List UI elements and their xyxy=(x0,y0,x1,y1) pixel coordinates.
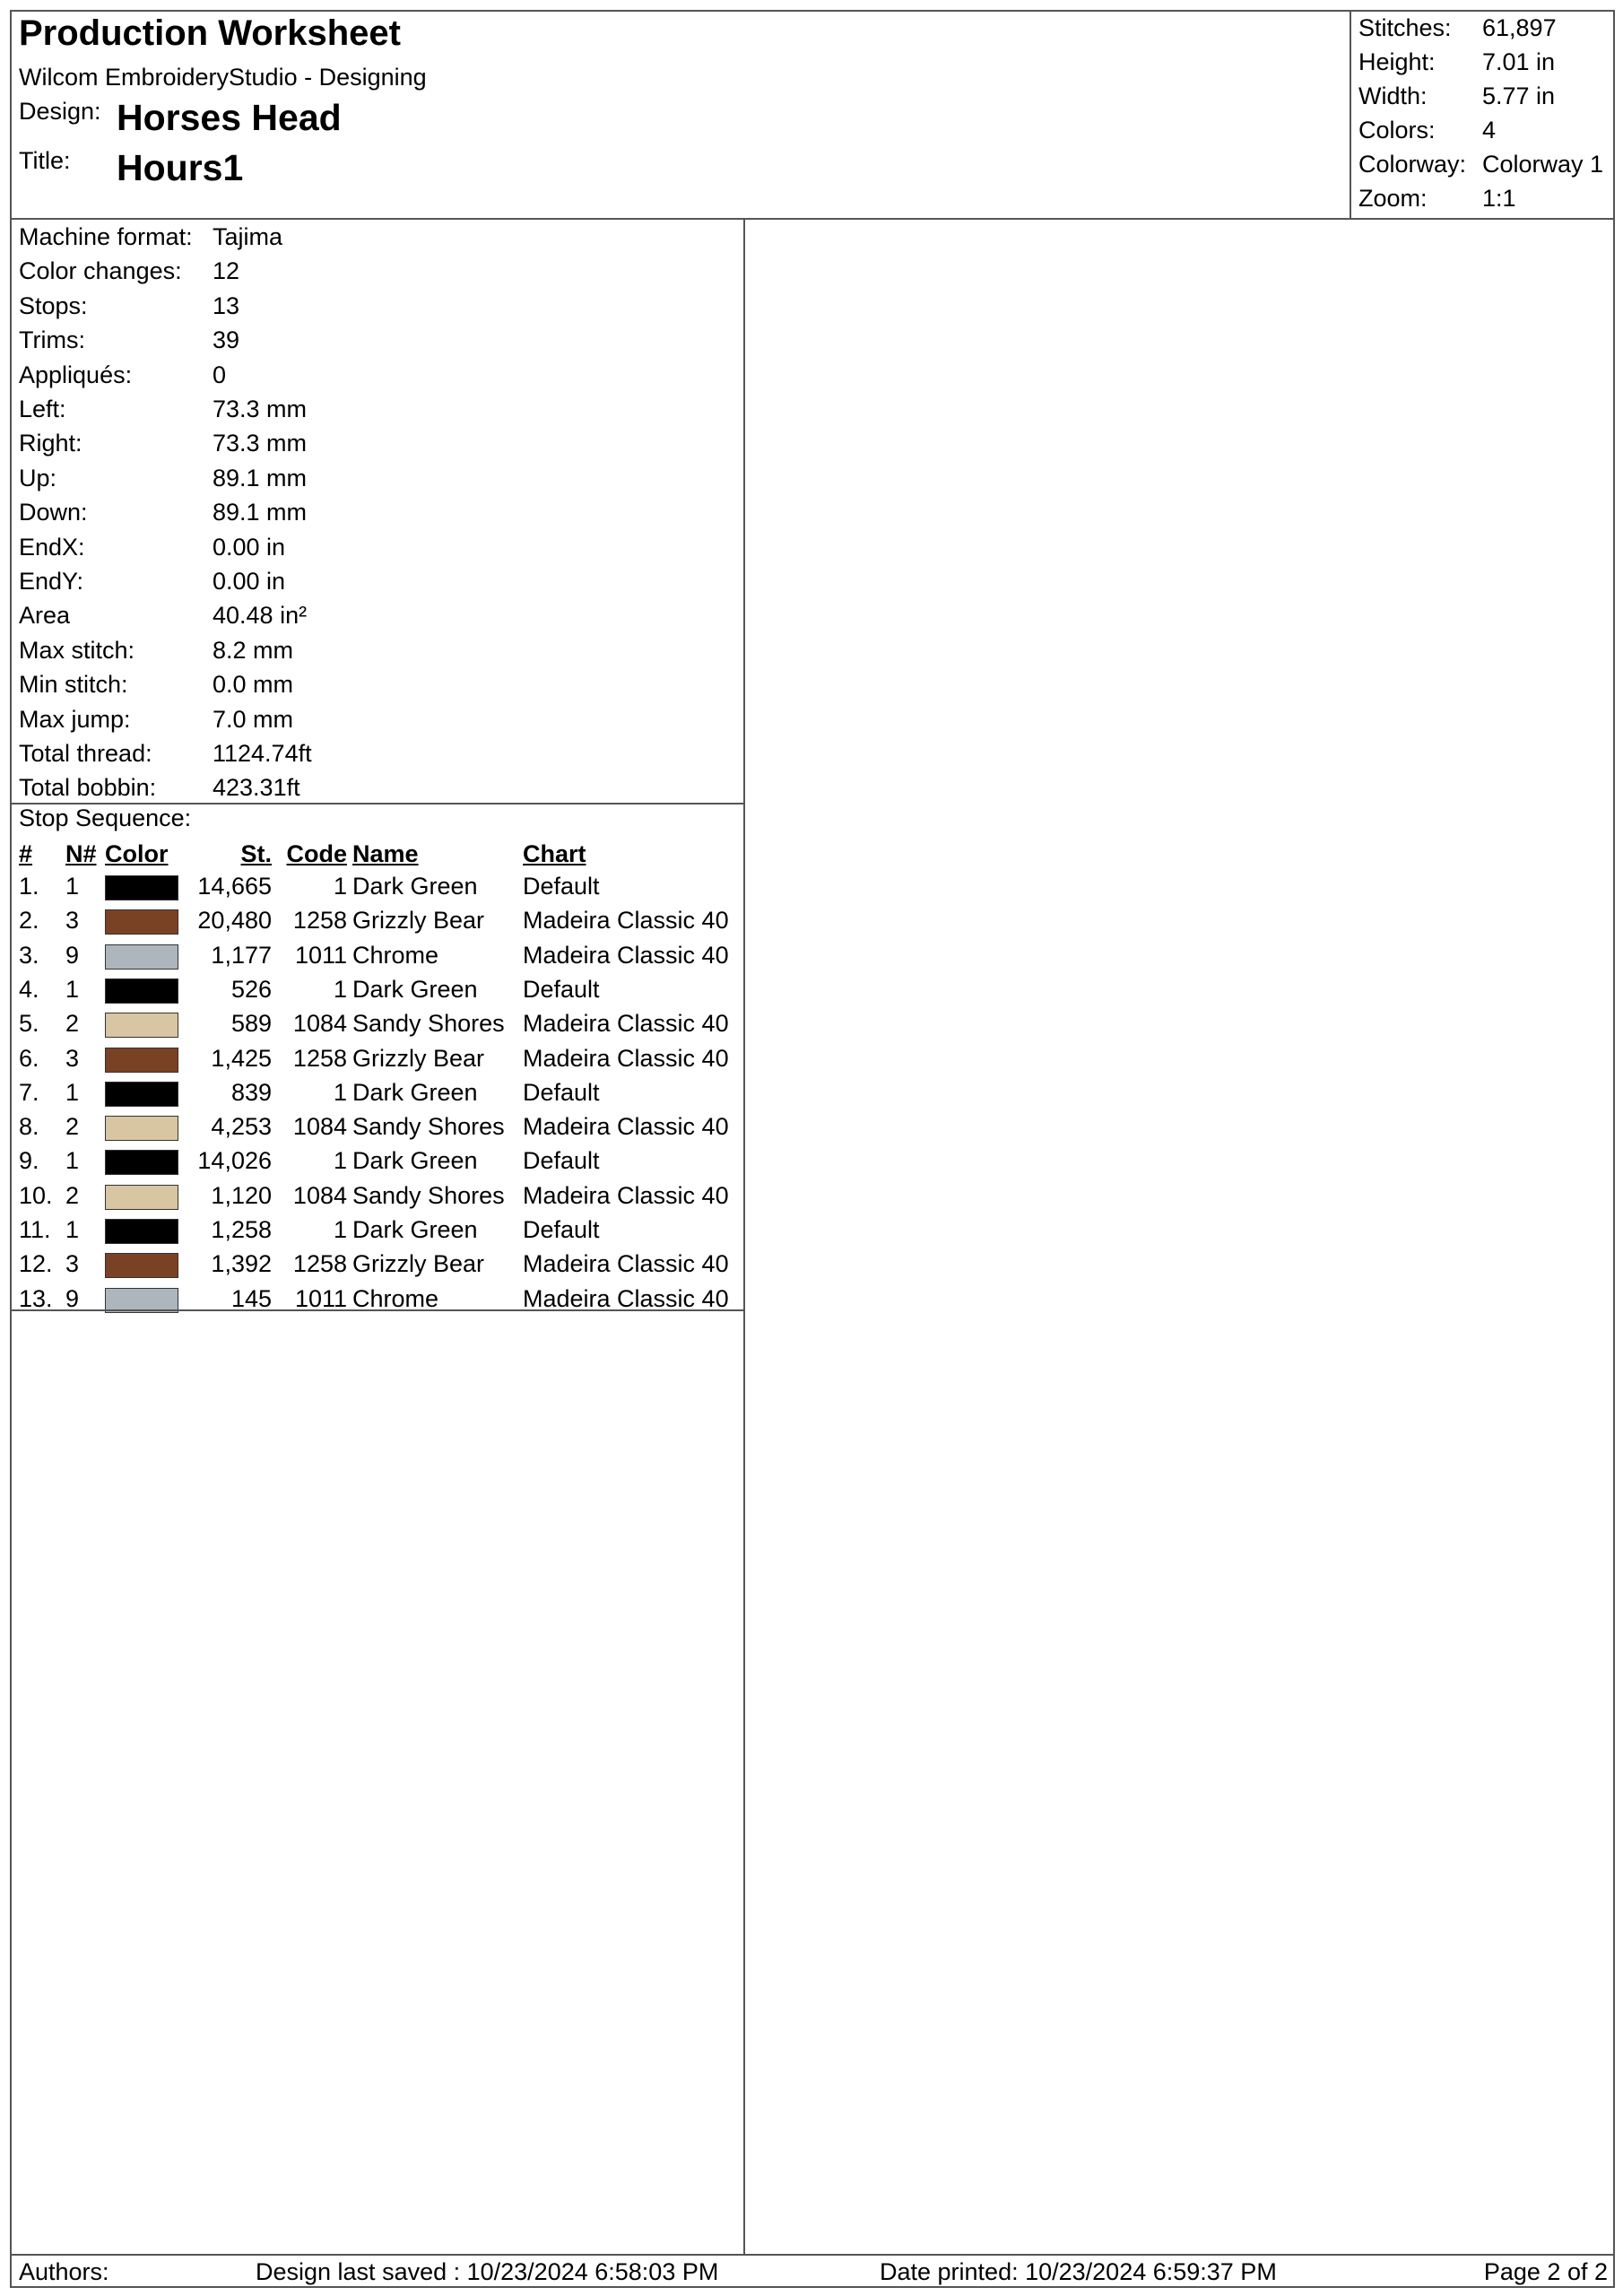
spec-label: EndX: xyxy=(19,533,85,561)
cell-num: 8. xyxy=(19,1113,39,1141)
spec-value: 12 xyxy=(213,257,240,285)
color-swatch xyxy=(105,944,178,970)
cell-stitches: 839 xyxy=(230,1078,272,1106)
cell-num: 3. xyxy=(19,941,39,969)
table-row xyxy=(12,1247,745,1281)
header-num: # xyxy=(19,840,33,867)
cell-code: 1258 xyxy=(292,907,347,935)
spec-label: EndY: xyxy=(19,568,84,595)
table-row xyxy=(12,903,745,937)
worksheet-footer xyxy=(12,2254,1613,2288)
cell-stitches: 4,253 xyxy=(211,1113,272,1141)
cell-chart: Madeira Classic 40 xyxy=(523,1044,729,1072)
cell-chart: Madeira Classic 40 xyxy=(523,941,729,969)
info-column xyxy=(12,220,745,2254)
summary-label: Width: xyxy=(1358,83,1428,109)
cell-code: 1 xyxy=(333,1216,347,1243)
cell-stitches: 145 xyxy=(230,1284,272,1312)
color-swatch xyxy=(105,978,178,1004)
spec-value: 0 xyxy=(213,361,227,388)
header-chart: Chart xyxy=(523,840,586,867)
cell-needle: 3 xyxy=(65,1250,80,1278)
color-swatch xyxy=(105,1185,178,1210)
spec-value: 7.0 mm xyxy=(213,705,294,733)
cell-num: 1. xyxy=(19,873,39,900)
spec-label: Trims: xyxy=(19,326,85,354)
cell-name: Dark Green xyxy=(352,1078,478,1106)
cell-name: Chrome xyxy=(352,941,439,969)
spec-label: Stops: xyxy=(19,291,88,319)
table-row xyxy=(12,1213,745,1247)
cell-name: Sandy Shores xyxy=(352,1113,505,1141)
table-row xyxy=(12,1006,745,1040)
cell-chart: Default xyxy=(523,1078,600,1106)
spec-value: 89.1 mm xyxy=(213,499,308,526)
cell-stitches: 1,392 xyxy=(211,1250,272,1278)
cell-stitches: 589 xyxy=(230,1010,272,1038)
cell-stitches: 20,480 xyxy=(197,907,272,935)
cell-code: 1011 xyxy=(294,941,347,969)
color-swatch xyxy=(105,1150,178,1175)
spec-label: Total bobbin: xyxy=(19,774,157,802)
cell-num: 9. xyxy=(19,1147,39,1175)
color-swatch xyxy=(105,909,178,935)
cell-num: 12. xyxy=(19,1250,53,1278)
cell-name: Grizzly Bear xyxy=(352,907,485,935)
cell-chart: Madeira Classic 40 xyxy=(523,1181,729,1209)
cell-num: 11. xyxy=(19,1216,51,1243)
cell-stitches: 526 xyxy=(230,975,272,1003)
cell-needle: 1 xyxy=(65,1078,80,1106)
cell-name: Dark Green xyxy=(352,1216,478,1243)
design-name: Horses Head xyxy=(117,97,342,138)
spec-value: 73.3 mm xyxy=(213,430,308,457)
cell-name: Dark Green xyxy=(352,1147,478,1175)
cell-code: 1011 xyxy=(294,1284,347,1312)
worksheet-body xyxy=(12,220,1613,2254)
color-swatch xyxy=(105,1116,178,1141)
title-value: Hours1 xyxy=(117,147,244,188)
cell-num: 13. xyxy=(19,1284,53,1312)
cell-code: 1084 xyxy=(292,1010,347,1038)
color-swatch xyxy=(105,1219,178,1244)
summary-value: 4 xyxy=(1482,117,1497,144)
cell-needle: 3 xyxy=(65,907,80,935)
cell-name: Grizzly Bear xyxy=(352,1250,485,1278)
cell-code: 1 xyxy=(333,1078,347,1106)
cell-chart: Default xyxy=(523,975,600,1003)
spec-value: 89.1 mm xyxy=(213,464,308,491)
worksheet-header xyxy=(12,12,1613,220)
cell-num: 5. xyxy=(19,1010,39,1038)
cell-needle: 1 xyxy=(65,975,80,1003)
header-code: Code xyxy=(286,840,347,867)
spec-value: 423.31ft xyxy=(213,774,300,802)
cell-stitches: 14,665 xyxy=(197,873,272,900)
spec-label: Color changes: xyxy=(19,257,182,285)
cell-stitches: 1,120 xyxy=(211,1181,272,1209)
cell-chart: Madeira Classic 40 xyxy=(523,907,729,935)
cell-name: Sandy Shores xyxy=(352,1181,505,1209)
cell-chart: Default xyxy=(523,1147,600,1175)
spec-label: Left: xyxy=(19,396,66,422)
cell-code: 1 xyxy=(333,873,347,900)
worksheet-title: Production Worksheet xyxy=(19,13,401,53)
authors-label: Authors: xyxy=(19,2258,109,2285)
design-preview-area xyxy=(747,220,1613,2254)
cell-code: 1258 xyxy=(292,1250,347,1278)
cell-needle: 1 xyxy=(65,1216,80,1243)
machine-specs xyxy=(12,220,745,804)
date-printed: Date printed: 10/23/2024 6:59:37 PM xyxy=(880,2258,1277,2285)
spec-label: Area xyxy=(19,602,71,630)
stop-table-header xyxy=(12,837,745,871)
cell-needle: 2 xyxy=(65,1181,80,1209)
spec-value: 0.00 in xyxy=(213,533,286,561)
summary-label: Zoom: xyxy=(1358,185,1428,212)
cell-name: Chrome xyxy=(352,1284,439,1312)
design-summary xyxy=(1350,12,1613,220)
cell-name: Dark Green xyxy=(352,975,478,1003)
cell-chart: Madeira Classic 40 xyxy=(523,1250,729,1278)
table-row xyxy=(12,1144,745,1178)
spec-label: Appliqués: xyxy=(19,361,133,388)
table-row xyxy=(12,938,745,972)
spec-value: 40.48 in² xyxy=(213,602,308,630)
header-color: Color xyxy=(105,840,169,867)
summary-value: Colorway 1 xyxy=(1482,151,1604,178)
color-swatch xyxy=(105,1082,178,1107)
page-number: Page 2 of 2 xyxy=(1483,2258,1608,2285)
table-row xyxy=(12,1041,745,1075)
cell-num: 10. xyxy=(19,1181,53,1209)
last-saved: Design last saved : 10/23/2024 6:58:03 PM xyxy=(256,2258,719,2285)
cell-chart: Default xyxy=(523,873,600,900)
table-row xyxy=(12,1075,745,1109)
spec-label: Machine format: xyxy=(19,223,193,250)
spec-value: 0.0 mm xyxy=(213,671,294,699)
title-label: Title: xyxy=(19,147,71,174)
cell-stitches: 1,425 xyxy=(211,1044,272,1072)
spec-value: 13 xyxy=(213,291,240,319)
cell-code: 1258 xyxy=(292,1044,347,1072)
cell-code: 1 xyxy=(333,1147,347,1175)
cell-num: 6. xyxy=(19,1044,39,1072)
cell-stitches: 14,026 xyxy=(197,1147,272,1175)
spec-label: Up: xyxy=(19,464,57,491)
cell-needle: 3 xyxy=(65,1044,80,1072)
cell-needle: 9 xyxy=(65,1284,80,1312)
spec-label: Down: xyxy=(19,499,88,526)
cell-chart: Default xyxy=(523,1216,600,1243)
summary-value: 61,897 xyxy=(1482,14,1557,41)
cell-num: 7. xyxy=(19,1078,39,1106)
header-stitches: St. xyxy=(240,840,272,867)
software-name: Wilcom EmbroideryStudio - Designing xyxy=(19,64,427,91)
header-needle: N# xyxy=(65,840,97,867)
cell-needle: 2 xyxy=(65,1113,80,1141)
spec-label: Max stitch: xyxy=(19,636,135,664)
spec-value: 1124.74ft xyxy=(213,740,312,767)
table-row xyxy=(12,869,745,903)
color-swatch xyxy=(105,1253,178,1278)
color-swatch xyxy=(105,1013,178,1038)
cell-needle: 1 xyxy=(65,873,80,900)
table-row xyxy=(12,1178,745,1213)
color-swatch xyxy=(105,875,178,900)
spec-value: 0.00 in xyxy=(213,568,286,595)
spec-value: 8.2 mm xyxy=(213,636,294,664)
cell-stitches: 1,177 xyxy=(211,941,272,969)
stop-sequence-title: Stop Sequence: xyxy=(19,804,192,831)
summary-label: Colors: xyxy=(1358,117,1436,144)
table-row xyxy=(12,1109,745,1144)
header-name: Name xyxy=(352,840,419,867)
spec-value: Tajima xyxy=(213,223,283,250)
cell-name: Dark Green xyxy=(352,873,478,900)
cell-code: 1084 xyxy=(292,1113,347,1141)
cell-num: 2. xyxy=(19,907,39,935)
spec-label: Total thread: xyxy=(19,740,152,767)
cell-needle: 2 xyxy=(65,1010,80,1038)
spec-label: Right: xyxy=(19,430,82,457)
cell-code: 1084 xyxy=(292,1181,347,1209)
design-label: Design: xyxy=(19,98,101,125)
color-swatch xyxy=(105,1048,178,1073)
spec-value: 39 xyxy=(213,326,240,354)
cell-name: Grizzly Bear xyxy=(352,1044,485,1072)
spec-value: 73.3 mm xyxy=(213,396,308,422)
cell-stitches: 1,258 xyxy=(211,1216,272,1243)
table-row xyxy=(12,972,745,1006)
cell-needle: 1 xyxy=(65,1147,80,1175)
cell-needle: 9 xyxy=(65,941,80,969)
summary-value: 1:1 xyxy=(1482,185,1516,212)
summary-label: Colorway: xyxy=(1358,151,1467,178)
summary-label: Stitches: xyxy=(1358,14,1452,41)
stop-sequence-divider xyxy=(12,1309,745,1311)
cell-chart: Madeira Classic 40 xyxy=(523,1010,729,1038)
spec-label: Max jump: xyxy=(19,705,131,733)
cell-chart: Madeira Classic 40 xyxy=(523,1284,729,1312)
spec-label: Min stitch: xyxy=(19,671,128,699)
summary-value: 7.01 in xyxy=(1482,48,1556,75)
summary-value: 5.77 in xyxy=(1482,83,1556,109)
cell-code: 1 xyxy=(333,975,347,1003)
cell-name: Sandy Shores xyxy=(352,1010,505,1038)
cell-num: 4. xyxy=(19,975,39,1003)
summary-label: Height: xyxy=(1358,48,1436,75)
production-worksheet xyxy=(10,10,1615,2288)
cell-chart: Madeira Classic 40 xyxy=(523,1113,729,1141)
